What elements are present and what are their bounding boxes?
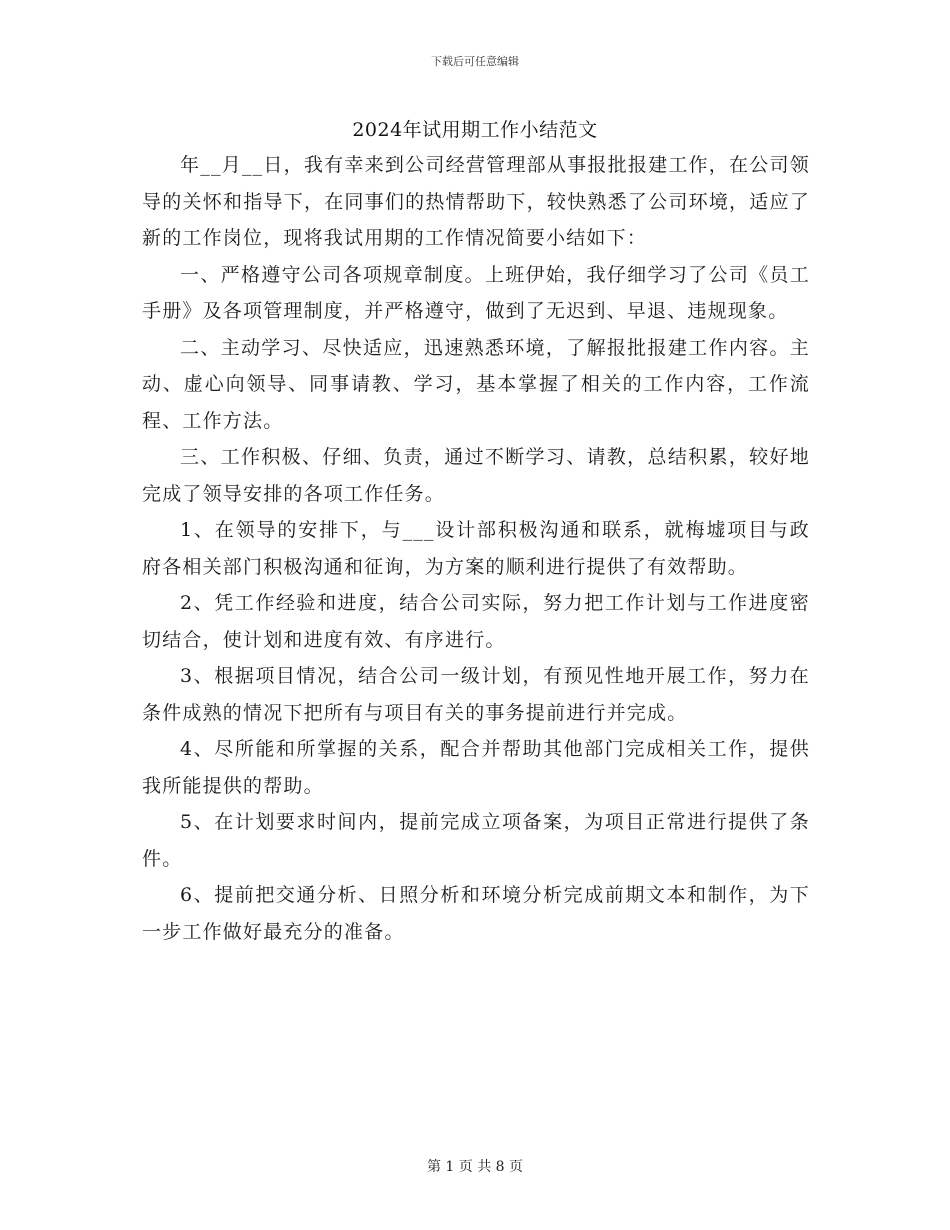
paragraph-item-2: 2、凭工作经验和进度，结合公司实际，努力把工作计划与工作进度密切结合，使计划和进度有效、有序进行。 [142,592,810,651]
paragraph-item-6: 6、提前把交通分析、日照分析和环境分析完成前期文本和制作，为下一步工作做好最充分的准备。 [142,884,810,943]
paragraph-item-5: 5、在计划要求时间内，提前完成立项备案，为项目正常进行提供了条件。 [142,811,810,870]
paragraph-1: 一、严格遵守公司各项规章制度。上班伊始，我仔细学习了公司《员工手册》及各项管理制度，并严格遵守，做到了无迟到、早退、违规现象。 [142,263,810,322]
paragraph-3: 三、工作积极、仔细、负责，通过不断学习、请教，总结积累，较好地完成了领导安排的各项工作任务。 [142,446,810,505]
document-body [142,147,810,950]
paragraph-item-3: 3、根据项目情况，结合公司一级计划，有预见性地开展工作，努力在条件成熟的情况下把所有与项目有关的事务提前进行并完成。 [142,665,810,724]
page-number-footer: 第 1 页 共 8 页 [426,1159,524,1175]
paragraph-2: 二、主动学习、尽快适应，迅速熟悉环境，了解报批报建工作内容。主动、虚心向领导、同事请教、学习，基本掌握了相关的工作内容，工作流程、工作方法。 [142,336,810,432]
header-note: 下载后可任意编辑 [431,55,519,68]
paragraph-intro: 年__月__日，我有幸来到公司经营管理部从事报批报建工作，在公司领导的关怀和指导下，在同事们的热情帮助下，较快熟悉了公司环境，适应了新的工作岗位，现将我试用期的工作情况简要小结如下： [142,154,810,249]
paragraph-item-1: 1、在领导的安排下，与___设计部积极沟通和联系，就梅墟项目与政府各相关部门积极沟通和征询，为方案的顺利进行提供了有效帮助。 [142,519,810,578]
document-title: 2024年试用期工作小结范文 [352,119,598,141]
paragraph-item-4: 4、尽所能和所掌握的关系，配合并帮助其他部门完成相关工作，提供我所能提供的帮助。 [142,738,810,797]
